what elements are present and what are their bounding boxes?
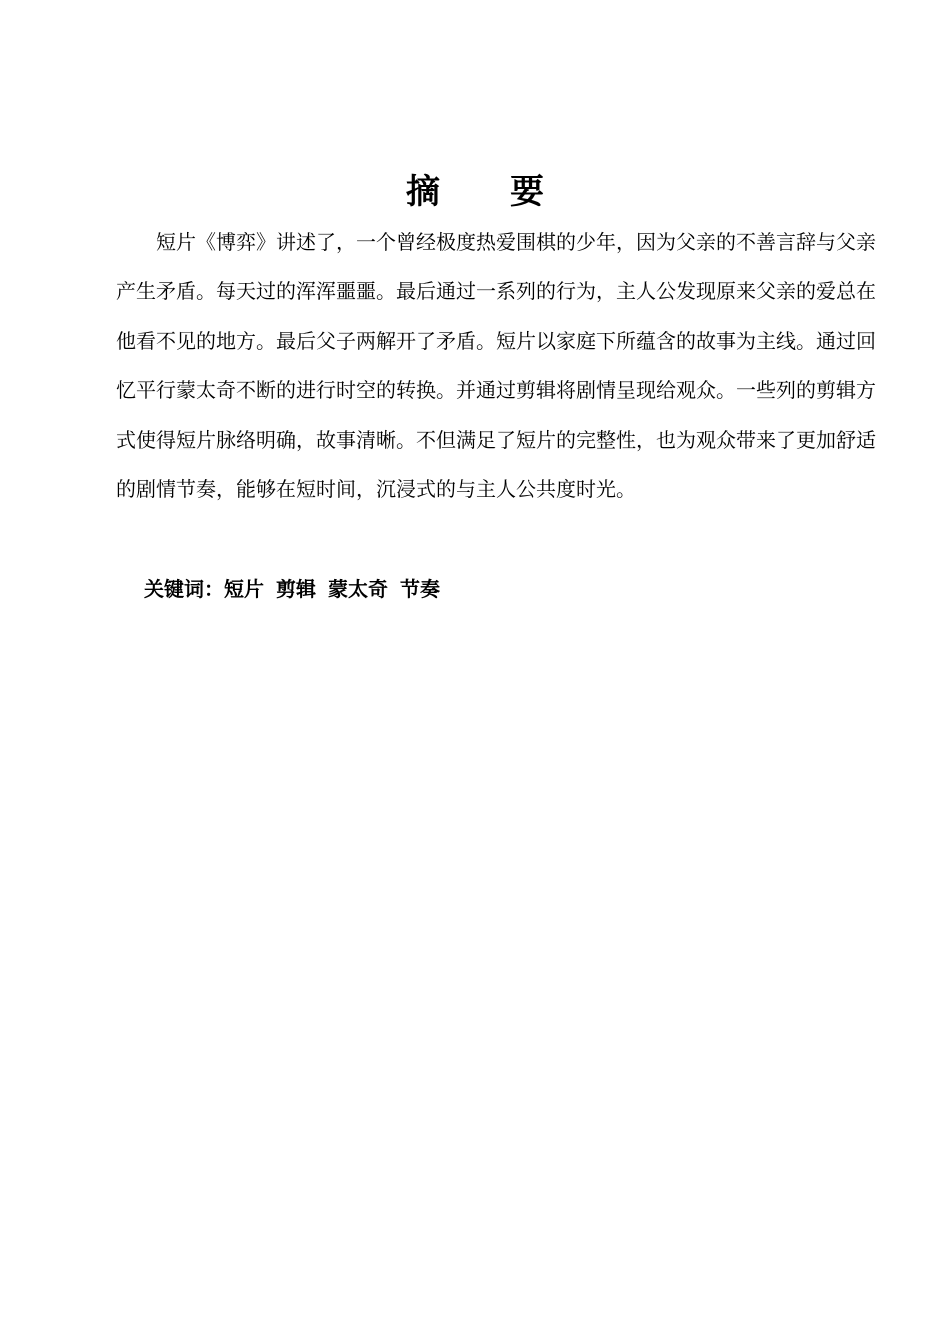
- keyword: 剪辑: [276, 577, 316, 601]
- keyword: 节奏: [400, 577, 440, 601]
- abstract-title: 摘要: [406, 172, 614, 212]
- keywords-label: 关键词：: [144, 577, 224, 601]
- keyword: 短片: [224, 577, 264, 601]
- abstract-body: [116, 218, 876, 514]
- keyword: 蒙太奇: [328, 577, 388, 601]
- abstract-paragraph: 短片《博弈》讲述了，一个曾经极度热爱围棋的少年，因为父亲的不善言辞与父亲产生矛盾。每天过的浑浑噩噩。最后通过一系列的行为，主人公发现原来父亲的爱总在他看不见的地方。最后父子两解开了矛盾。短片以家庭下所蕴含的故事为主线。通过回忆平行蒙太奇不断的进行时空的转换。并通过剪辑将剧情呈现给观众。一些列的剪辑方式使得短片脉络明确，故事清晰。不但满足了短片的完整性，也为观众带来了更加舒适的剧情节奏，能够在短时间，沉浸式的与主人公共度时光。: [116, 230, 876, 502]
- keywords-line: [144, 572, 452, 606]
